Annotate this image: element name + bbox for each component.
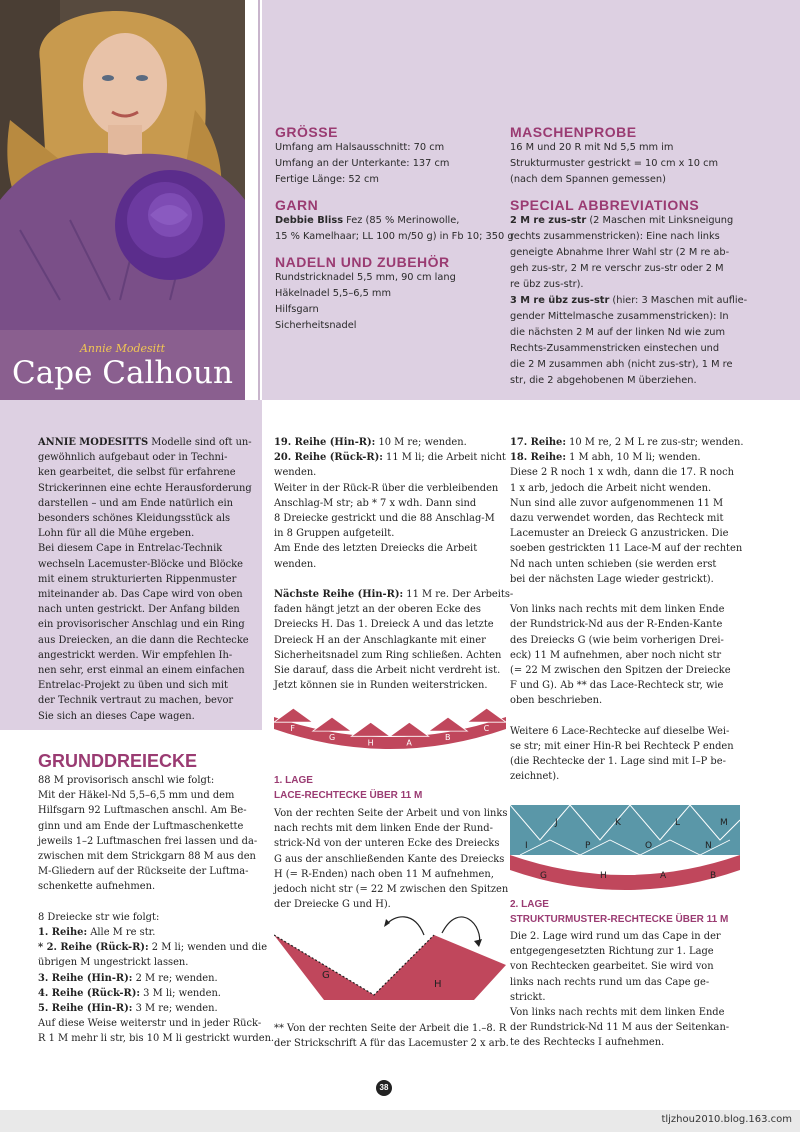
text-line: zeichnet). (510, 771, 560, 783)
text-run: Modelle sind oft un- (148, 437, 252, 448)
ring-triangle-label: B (445, 733, 451, 743)
arrowhead (474, 939, 482, 947)
text-line: se str; mit einer Hin-R bei Rechteck P enden (510, 741, 734, 753)
text-line: 8 Dreiecke gestrickt und die 88 Anschlag-M (274, 513, 495, 525)
text-run: 11 M li; die Arbeit nicht (382, 452, 506, 464)
layer-label: L (675, 818, 681, 828)
text-line: Nun sind alle zuvor aufgenommenen 11 M (510, 497, 724, 509)
text-bold: 3. Reihe (Hin-R): (38, 972, 133, 984)
col2-text (274, 435, 514, 693)
garn-line-rest: Fez (85 % Merinowolle, (343, 215, 460, 226)
layer-label: P (585, 841, 591, 851)
text-line: ginn und am Ende der Luftmaschenkette (38, 820, 244, 832)
text-line: darstellen – und am Ende natürlich ein (38, 497, 233, 509)
text-run: 3 M li; wenden. (140, 987, 221, 999)
abbrev-line: die nächsten 2 M auf der linken Nd wie zum (510, 327, 726, 338)
text-line: Diese 2 R noch 1 x wdh, dann die 17. R noch (510, 467, 734, 479)
specs-left (275, 124, 514, 334)
nadeln-line: Hilfsgarn (275, 304, 319, 315)
entrelac-layer-diagram (510, 800, 740, 895)
text-line: Hilfsgarn 92 Luftmaschen anschl. Am Be- (38, 805, 247, 817)
ring-triangle (429, 717, 468, 731)
text-line (510, 709, 790, 724)
text-line: Sie darauf, dass die Arbeit nicht verdreht ist. (274, 665, 501, 677)
text-line (510, 587, 790, 602)
text-line: Auf diese Weise weiterstr und in jeder Rück- (38, 1018, 262, 1030)
text-line: entgegengesetzten Richtung zur 1. Lage (510, 946, 714, 958)
text-line: soeben gestrickten 11 Lace-M auf der rechten (510, 543, 743, 555)
text-line: miteinander ab. Das Cape wird von oben (38, 589, 243, 601)
text-line: Mit der Häkel-Nd 5,5–6,5 mm und dem (38, 790, 235, 802)
ring-triangle-label: H (367, 738, 374, 748)
text-line: Von der rechten Seite der Arbeit und von links (274, 808, 508, 819)
text-line: der Rundstrick-Nd 11 M aus der Seitenkan- (510, 1022, 730, 1034)
text-run: 2 M li; wenden und die (148, 942, 268, 954)
text-line: Lohn für all die Mühe ergeben. (38, 528, 195, 540)
text-bold: 1. Reihe: (38, 927, 88, 939)
text-line: Weiter in der Rück-R über die verbleibenden (274, 482, 499, 494)
text-line (38, 435, 258, 450)
arrow-line (386, 917, 424, 935)
abbrev-line (510, 213, 790, 229)
intro-text (38, 435, 258, 724)
specs-right (510, 124, 790, 389)
text-line: H (= R-Enden) nach oben 11 M aufnehmen, (274, 868, 494, 880)
text-bold: 17. Reihe: (510, 437, 566, 448)
ring-triangle-label: C (483, 724, 490, 734)
text-bold: 5. Reihe (Hin-R): (38, 1003, 133, 1015)
abbrev-line: gender Mittelmasche zusammenstricken): In (510, 311, 729, 322)
lage1-text (274, 806, 509, 912)
text-line: faden hängt jetzt an der oberen Ecke des (274, 604, 481, 616)
text-line: angestrickt werden. Wir empfehlen Ih- (38, 649, 233, 661)
abbrev-term: 2 M re zus-str (510, 215, 587, 226)
text-line: Die 2. Lage wird rund um das Cape in der (510, 931, 721, 942)
text-line: te des Rechtecks I aufnehmen. (510, 1037, 665, 1049)
text-line: dazu verwendet worden, das Rechteck mit (510, 513, 724, 525)
layer-label: M (720, 818, 728, 828)
text-line: Von links nach rechts mit dem linken Ende (510, 1007, 725, 1019)
groesse-line: Umfang an der Unterkante: 137 cm (275, 158, 450, 169)
text-line: wenden. (274, 558, 317, 570)
col3-text (510, 435, 790, 785)
text-run: 1 M abh, 10 M li; wenden. (565, 452, 701, 464)
layer-label: K (615, 818, 621, 828)
text-line (38, 925, 260, 940)
text-line (274, 572, 506, 587)
layer-label: A (660, 871, 667, 881)
groesse-heading: GRÖSSE (275, 124, 338, 140)
text-line: 8 Dreiecke str wie folgt: (38, 911, 160, 923)
text-line (38, 971, 260, 986)
groesse-line: Fertige Länge: 52 cm (275, 174, 379, 185)
text-line: strickt. (510, 991, 546, 1003)
text-run: 3 M re; wenden. (132, 1003, 218, 1015)
text-line: Bei diesem Cape in Entrelac-Technik (38, 543, 223, 555)
text-line: der Technik vertraut zu machen, bevor (38, 695, 234, 707)
diagram-label-h: H (434, 979, 442, 990)
ring-triangle-label: F (290, 724, 295, 734)
text-line: ken gearbeitet, die selbst für erfahrene (38, 467, 236, 479)
abbrev-line: die 2 M zusammen abh (nicht zus-str), 1 M re (510, 359, 733, 370)
text-line: eck) 11 M aufnehmen, aber noch nicht str (510, 649, 722, 661)
layer-label: G (540, 871, 547, 881)
divider (258, 0, 260, 400)
text-line (38, 895, 260, 910)
text-line: des Dreiecks G (wie beim vorherigen Drei- (510, 634, 724, 646)
text-line: Anschlag-M str; ab * 7 x wdh. Dann sind (274, 497, 477, 509)
page-number: 38 (376, 1080, 392, 1096)
text-line: R 1 M mehr li str, bis 10 M li gestrickt wurden. (38, 1033, 275, 1045)
text-line: 88 M provisorisch anschl wie folgt: (38, 775, 215, 786)
diagram-shape (274, 935, 506, 1000)
text-run: 10 M re; wenden. (375, 437, 467, 448)
text-line: bei der nächsten Lage wieder gestrickt). (510, 573, 714, 585)
ring-triangle (390, 722, 429, 736)
text-line: jeweils 1–2 Luftmaschen frei lassen und da- (38, 835, 258, 847)
lage2-text (510, 929, 790, 1051)
text-line: (= 22 M zwischen den Spitzen der Dreiecke (510, 665, 731, 677)
text-line: nach rechts mit dem linken Ende der Rund- (274, 823, 493, 835)
text-line: wenden. (274, 467, 317, 479)
ring-triangle (351, 722, 390, 736)
text-line: gewöhnlich aufgebaut oder in Techni- (38, 452, 228, 464)
model-photo-illustration (0, 0, 245, 330)
text-line: Sie sich an dieses Cape wagen. (38, 710, 195, 722)
maschenprobe-line: Strukturmuster gestrickt = 10 cm x 10 cm (510, 158, 719, 169)
garn-heading: GARN (275, 197, 319, 213)
layer-label: H (600, 871, 607, 881)
layer-label: I (525, 841, 528, 851)
text-line: Sicherheitsnadel zum Ring schließen. Achten (274, 649, 502, 661)
text-bold: * 2. Reihe (Rück-R): (38, 942, 149, 954)
abbrev-line: re übz zus-str). (510, 279, 584, 290)
maschenprobe-line: (nach dem Spannen gemessen) (510, 174, 666, 185)
text-line: nach unten gestrickt. Der Anfang bilden (38, 604, 240, 616)
text-line: Dreieck H an der Anschlagkante mit einer (274, 634, 486, 646)
garn-line: 15 % Kamelhaar; LL 100 m/50 g) in Fb 10; 350 g (275, 231, 514, 242)
ring-triangle-label: A (406, 738, 412, 748)
text-line (510, 435, 790, 450)
text-bold: ANNIE MODESITTS (38, 437, 149, 448)
arrowhead (384, 919, 390, 927)
text-line: Am Ende des letzten Dreiecks die Arbeit (274, 543, 478, 555)
ring-triangle-label: G (329, 733, 336, 743)
abbrev-line: geh zus-str, 2 M re verschr zus-str oder 2 M (510, 263, 724, 274)
ring-triangle (467, 708, 506, 722)
text-line: in 8 Gruppen aufgeteilt. (274, 528, 395, 540)
text-line: G aus der anschließenden Kante des Dreiecks (274, 853, 505, 865)
text-line: Entrelac-Projekt zu üben und sich mit (38, 680, 228, 692)
text-line: F und G). Ab ** das Lace-Rechteck str, wie (510, 680, 724, 692)
text-line: schenkette aufnehmen. (38, 881, 156, 893)
lage1-title: LACE-RECHTECKE ÜBER 11 M (274, 790, 423, 801)
text-line (38, 940, 268, 955)
text-line: (die Rechtecke der 1. Lage sind mit I–P be- (510, 756, 726, 768)
triangle-ring-diagram (274, 705, 506, 765)
text-bold: 4. Reihe (Rück-R): (38, 987, 141, 999)
grund-text (38, 773, 275, 1047)
text-line: nen sehr, erst einmal an einem einfachen (38, 665, 245, 677)
text-line: übrigen M ungestrickt lassen. (38, 957, 189, 969)
abbrev-line: rechts zusammenstricken): Eine nach links (510, 231, 720, 242)
text-line: Jetzt können sie in Runden weiterstricken. (274, 680, 488, 692)
text-line (38, 1001, 260, 1016)
text-line: aus Dreiecken, an die dann die Rechtecke (38, 634, 249, 646)
text-bold: Nächste Reihe (Hin-R): (274, 589, 404, 601)
text-line: der Rundstrick-Nd aus der R-Enden-Kante (510, 619, 723, 631)
author-name: Annie Modesitt (79, 342, 166, 355)
text-line: strick-Nd von der unteren Ecke des Dreiecks (274, 838, 500, 850)
footnote-line: der Strickschrift A für das Lacemuster 2 x arb. (274, 1038, 509, 1049)
abbrev-heading: SPECIAL ABBREVIATIONS (510, 197, 700, 213)
maschenprobe-line: 16 M und 20 R mit Nd 5,5 mm im (510, 142, 674, 153)
text-line: M-Gliedern auf der Rückseite der Luftma- (38, 866, 249, 878)
model-photo (0, 0, 245, 330)
text-line (274, 587, 514, 602)
text-line: links nach rechts rund um das Cape ge- (510, 976, 710, 988)
text-line: besonders schönes Kleidungsstück als (38, 513, 231, 525)
text-line: Nd nach unten schieben (sie werden erst (510, 558, 717, 570)
abbrev-line: Rechts-Zusammenstricken einstechen und (510, 343, 720, 354)
groesse-line: Umfang am Halsausschnitt: 70 cm (275, 142, 445, 153)
text-bold: 20. Reihe (Rück-R): (274, 452, 383, 464)
garn-line (275, 213, 505, 229)
text-line: ein provisorischer Anschlag und ein Ring (38, 619, 245, 631)
lace-rectangle-diagram (274, 905, 506, 1015)
text-bold: 18. Reihe: (510, 452, 566, 464)
garn-brand: Debbie Bliss (275, 215, 344, 226)
text-bold: 19. Reihe (Hin-R): (274, 437, 376, 448)
text-line (38, 986, 260, 1001)
nadeln-heading: NADELN UND ZUBEHÖR (275, 254, 450, 270)
abbrev-term: 3 M re übz zus-str (510, 295, 610, 306)
abbrev-def: (hier: 3 Maschen mit auflie- (609, 295, 748, 306)
text-line: Strickerinnen eine echte Herausforderung (38, 482, 252, 494)
text-line: Weitere 6 Lace-Rechtecke auf dieselbe Wei- (510, 725, 730, 737)
text-line (274, 450, 506, 465)
text-line (510, 450, 790, 465)
text-line: Von links nach rechts mit dem linken Ende (510, 604, 725, 616)
text-line: der Dreiecke G und H). (274, 899, 391, 911)
text-line: wechseln Lacemuster-Blöcke und Blöcke (38, 558, 243, 570)
layer-label: B (710, 871, 717, 881)
layer-label: O (645, 841, 653, 851)
abbrev-line: geneigte Abnahme Ihrer Wahl str (2 M re ab- (510, 247, 730, 258)
maschenprobe-heading: MASCHENPROBE (510, 124, 637, 140)
abbrev-line (510, 293, 790, 309)
text-run: Alle M re str. (87, 927, 156, 939)
text-line: Lacemuster an Dreieck G anzustricken. Die (510, 528, 729, 540)
lage2-number: 2. LAGE (510, 899, 549, 910)
text-line: zwischen mit dem Strickgarn 88 M aus den (38, 851, 256, 863)
layer-label: N (705, 841, 712, 851)
text-line: Dreiecks H. Das 1. Dreieck A und das letzte (274, 619, 494, 631)
nadeln-line: Sicherheitsnadel (275, 320, 357, 331)
abbrev-line: str, die 2 abgehobenen M überziehen. (510, 375, 697, 386)
lage1-number: 1. LAGE (274, 775, 313, 786)
abbrev-def: (2 Maschen mit Linksneigung (586, 215, 734, 226)
text-run: 2 M re; wenden. (132, 972, 218, 984)
pattern-title: Cape Calhoun (12, 355, 233, 391)
text-line: jedoch nicht str (= 22 M zwischen den Spitzen (274, 884, 509, 896)
text-line (274, 435, 506, 450)
source-watermark: tljzhou2010.blog.163.com (661, 1114, 792, 1125)
diagram-label-g: G (322, 970, 330, 981)
nadeln-line: Rundstricknadel 5,5 mm, 90 cm lang (275, 272, 456, 283)
text-line: mit einem strukturierten Rippenmuster (38, 573, 237, 585)
ring-triangle (274, 708, 313, 722)
grund-heading: GRUNDDREIECKE (38, 751, 198, 771)
text-line: oben beschrieben. (510, 695, 603, 707)
nadeln-line: Häkelnadel 5,5–6,5 mm (275, 288, 391, 299)
ring-triangle (313, 717, 352, 731)
text-line: 1 x arb, jedoch die Arbeit nicht wenden. (510, 482, 712, 494)
text-line: von Rechtecken gearbeitet. Sie wird von (510, 961, 714, 973)
text-run: 10 M re, 2 M L re zus-str; wenden. (565, 437, 744, 448)
footnote-line: ** Von der rechten Seite der Arbeit die 1.–8. R (274, 1023, 507, 1034)
layer-label: J (555, 818, 558, 828)
lage2-title: STRUKTURMUSTER-RECHTECKE ÜBER 11 M (510, 914, 729, 925)
text-run: 11 M re. Der Arbeits- (403, 589, 514, 601)
